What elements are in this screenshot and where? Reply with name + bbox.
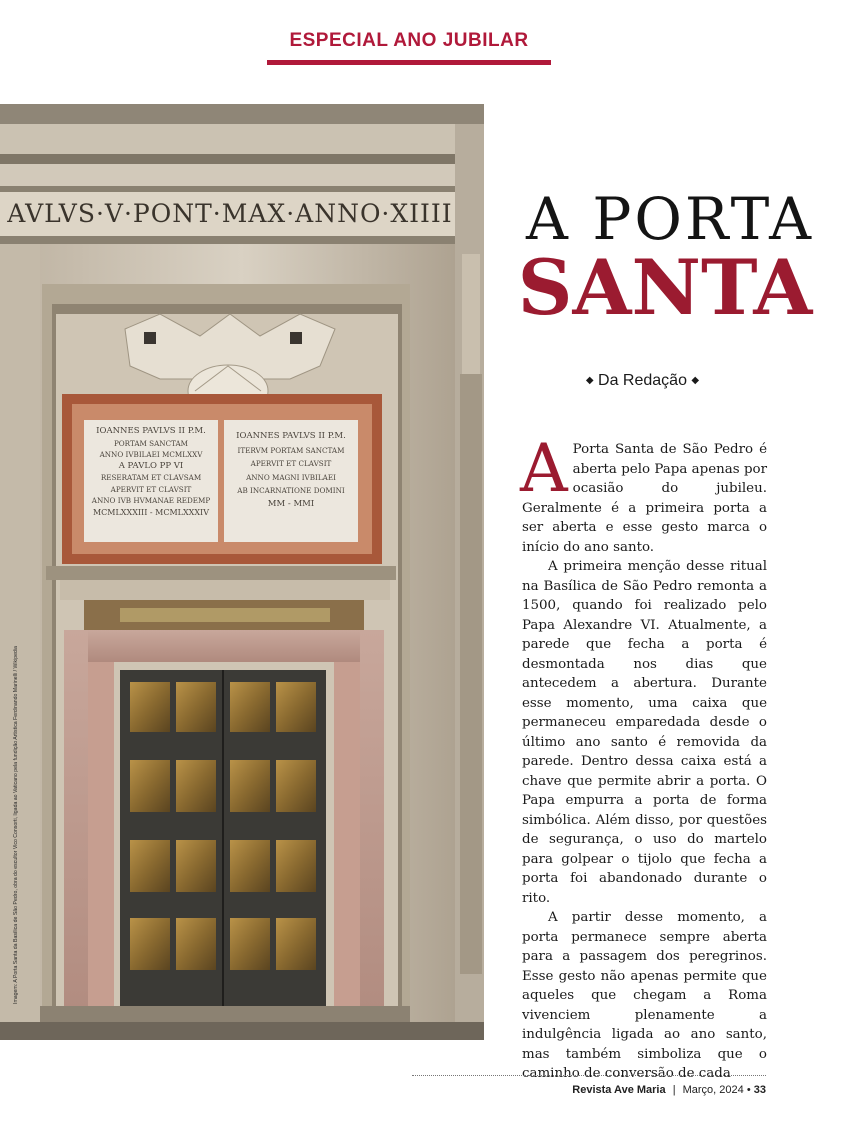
paragraph: A primeira menção desse ritual na Basílica de São Pedro remonta a 1500, quando foi realizado pelo Papa Alexandre VI. Atualmente, a parede que fecha a porta é desmontada nos dias que antecedem a abertura. Durante esse momento, uma caixa que permaneceu emparedada desde o último ano santo é removida da parede. Dentro dessa caixa está a chave que permite abrir a porta. O Papa empurra a porta de forma simbólica. Além disso, por questões de segurança, o uso do martelo para golpear o tijolo que fecha a porta foi abandonado durante o rito. (522, 559, 767, 906)
separator: | (672, 1084, 676, 1096)
plaque-left: IOANNES PAVLVS II P.M. PORTAM SANCTAM ANNO IVBILAEI MCMLXXV A PAVLO PP VI RESERATAM ET CLAVSAM APERVIT ET CLAVSIT ANNO IVB HVMANAE REDEMP MCMLXXXIII - MCMLXXXIV (91, 426, 211, 517)
byline-text: Da Redação (598, 372, 687, 389)
footer-rule (412, 1075, 766, 1076)
holy-door-photo (0, 104, 484, 1040)
article-title-line1: A PORTA (526, 185, 814, 253)
byline (520, 372, 765, 390)
diamond-icon: ◆ (585, 375, 594, 386)
inscription-text: AVLVS·V·PONT·MAX·ANNO·XIIII (7, 199, 453, 228)
page-footer (572, 1084, 766, 1096)
paragraph: A Porta Santa de São Pedro é aberta pelo Papa apenas por ocasião do jubileu. Geralmente é a primeira porta a ser aberta e esse gesto marca o início do ano santo. (520, 430, 767, 555)
diamond-icon: ◆ (691, 375, 700, 386)
section-rule (267, 60, 551, 65)
photo-credit (3, 844, 15, 1004)
magazine-name: Revista Ave Maria (572, 1084, 666, 1096)
drop-cap: A (520, 430, 568, 507)
page-number: 33 (753, 1084, 766, 1096)
plaque-right: IOANNES PAVLVS II P.M. ITERVM PORTAM SANCTAM APERVIT ET CLAVSIT ANNO MAGNI IVBILAEI AB INCARNATIONE DOMINI MM - MMI (236, 431, 346, 509)
section-header (267, 30, 551, 65)
paragraph: A partir desse momento, a porta permanece sempre aberta para a passagem dos peregrinos. Esse gesto não apenas permite que aqueles que chegam a Roma vivenciem plenamente a indulgência ligada ao ano santo, mas também simboliza que o caminho de conversão de cada (522, 910, 767, 1081)
issue-date: Março, 2024 (682, 1084, 744, 1096)
article-body (520, 430, 767, 1084)
section-title: ESPECIAL ANO JUBILAR (289, 30, 529, 51)
bullet: • (746, 1084, 751, 1096)
article-title-line2: SANTA (517, 243, 813, 332)
